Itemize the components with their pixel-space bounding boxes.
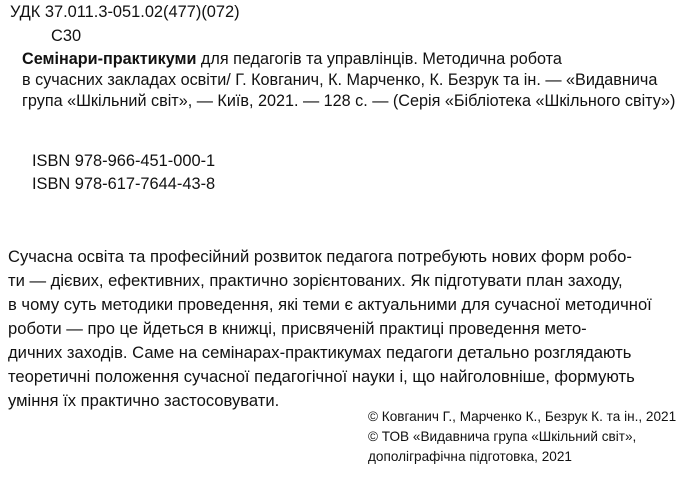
annotation [8, 245, 694, 413]
bibliographic-description [10, 49, 694, 112]
annotation-line: ти — дієвих, ефективних, практично зорієнтованих. Як підготувати план заходу, [8, 271, 623, 290]
annotation-line: дичних заходів. Саме на семінарах-практикумах педагоги детально розглядають [8, 343, 632, 362]
bib-line-1 [10, 49, 694, 70]
annotation-line: уміння їх практично застосовувати. [8, 391, 280, 410]
copyright-publisher: © ТОВ «Видавнича група «Шкільний світ», [368, 429, 637, 444]
bib-line-3: група «Шкільний світ», — Київ, 2021. — 128 с. — (Серія «Бібліотека «Шкільного світу») [22, 92, 676, 110]
author-mark: С30 [51, 27, 82, 45]
annotation-line: в чому суть методики проведення, які теми є актуальними для сучасної методичної [8, 295, 652, 314]
book-subtitle: для педагогів та управлінців. Методична робота [196, 50, 562, 68]
isbn-1: ISBN 978-966-451-000-1 [32, 152, 216, 170]
bib-line-2: в сучасних закладах освіти/ Г. Ковганич, К. Марченко, К. Безрук та ін. — «Видавнича [22, 71, 658, 89]
annotation-line: теоретичні положення сучасної педагогічної науки і, що найголовніше, формують [8, 367, 635, 386]
annotation-line: Сучасна освіта та професійний розвиток педагога потребують нових форм робо- [8, 247, 632, 266]
annotation-line: роботи — про це йдеться в книжці, присвяченій практиці проведення мето- [8, 319, 587, 338]
udk-code: УДК 37.011.3-051.02(477)(072) [10, 3, 240, 21]
copyright-prepress: дополіграфічна підготовка, 2021 [368, 449, 572, 464]
book-title: Семінари-практикуми [22, 50, 197, 68]
isbn-2: ISBN 978-617-7644-43-8 [32, 175, 216, 193]
copyright-authors: © Ковганич Г., Марченко К., Безрук К. та ін., 2021 [368, 409, 677, 424]
copyright-block [368, 407, 688, 467]
